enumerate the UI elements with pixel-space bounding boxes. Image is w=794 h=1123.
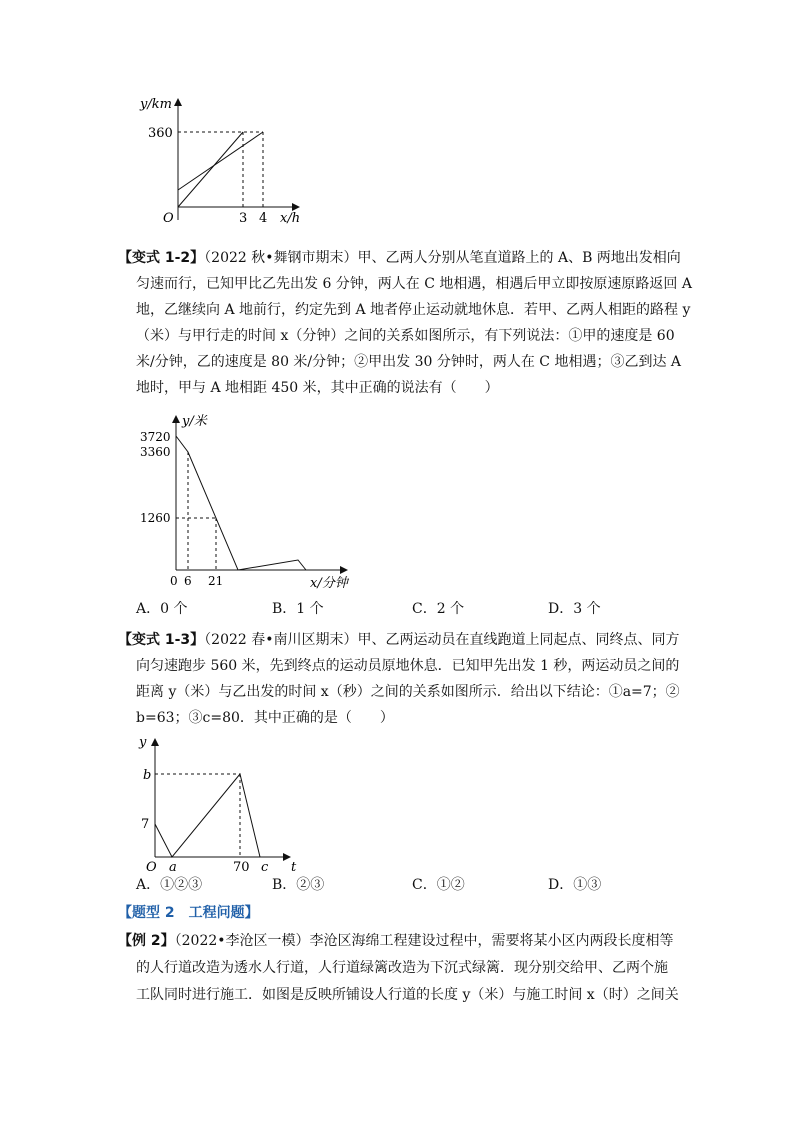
graph-1-3-tick-a: a — [169, 860, 177, 872]
graph-1-3-y-label: y — [139, 735, 147, 750]
graph-1-2-tick-3360: 3360 — [140, 445, 171, 459]
problem-1-3-option-a[interactable]: A．①②③ — [136, 877, 203, 893]
graph-1-x-label: x/h — [280, 211, 301, 226]
problem-1-2-line-5: 米/分钟，乙的速度是 80 米/分钟；②甲出发 30 分钟时，两人在 C 地相遇；③乙到达 A — [136, 354, 682, 370]
problem-1-3-line-3: 距离 y（米）与乙出发的时间 x（秒）之间的关系如图所示．给出以下结论：①a=7；② — [136, 684, 680, 700]
graph-1-2-x-label: x/分钟 — [310, 576, 348, 591]
problem-1-3-tag: 【变式 1-3】 — [118, 632, 205, 648]
problem-1-3-text-1: （2022 春•南川区期末）甲、乙两运动员在直线跑道上同起点、同终点、同方 — [204, 632, 680, 648]
example-2-line-3: 工队同时进行施工．如图是反映所铺设人行道的长度 y（米）与施工时间 x（时）之间关 — [136, 987, 679, 1003]
graph-1-line-a — [178, 132, 243, 207]
graph-1 — [130, 92, 320, 232]
example-2-line-1 — [118, 928, 674, 954]
example-2-tag: 【例 2】 — [118, 933, 175, 949]
graph-1-y-arrow — [174, 98, 182, 106]
problem-1-2-line-1 — [118, 245, 681, 271]
graph-1-3-x-label: t — [291, 860, 297, 872]
problem-1-3-line-2: 向匀速跑步 560 米，先到终点的运动员原地休息．已知甲先出发 1 秒，两运动员之间的 — [136, 658, 680, 674]
graph-1-2-curve — [176, 436, 306, 570]
problem-1-3-line-1 — [118, 627, 680, 653]
graph-1-x-arrow — [292, 203, 300, 211]
graph-1-2-tick-6: 6 — [184, 574, 192, 588]
problem-1-3-option-c[interactable]: C．①② — [412, 877, 465, 893]
graph-1-tick-360: 360 — [148, 126, 173, 141]
graph-1-3-tick-b: b — [143, 768, 152, 783]
problem-1-2-line-2: 匀速而行，已知甲比乙先出发 6 分钟，两人在 C 地相遇，相遇后甲立即按原速原路返回 A — [136, 276, 692, 292]
problem-1-2-line-3: 地，乙继续向 A 地前行，约定先到 A 地者停止运动就地休息．若甲、乙两人相距的路程 y — [136, 302, 691, 318]
graph-1-3-tick-c: c — [261, 860, 269, 872]
problem-1-3-option-d[interactable]: D．①③ — [548, 877, 602, 893]
problem-1-2-option-c[interactable]: C．2 个 — [412, 601, 465, 617]
graph-1-3 — [135, 732, 315, 872]
section-title: 【题型 2 工程问题】 — [118, 905, 259, 921]
example-2-text-1: （2022•李沧区一模）李沧区海绵工程建设过程中，需要将某小区内两段长度相等 — [174, 933, 674, 949]
graph-1-origin: O — [163, 211, 174, 226]
problem-1-3-line-4: b=63；③c=80．其中正确的是（ ） — [136, 710, 394, 726]
example-2-line-2: 的人行道改造为透水人行道，人行道绿篱改造为下沉式绿篱．现分别交给甲、乙两个施 — [136, 960, 668, 976]
graph-1-2-tick-0: 0 — [170, 574, 178, 588]
graph-1-2-tick-1260: 1260 — [140, 511, 171, 525]
problem-1-2-tag: 【变式 1-2】 — [118, 250, 205, 266]
problem-1-2-option-b[interactable]: B．1 个 — [272, 601, 324, 617]
graph-1-3-y-arrow — [151, 738, 159, 746]
graph-1-y-label: y/km — [140, 97, 172, 112]
problem-1-2-option-d[interactable]: D．3 个 — [548, 601, 601, 617]
graph-1-2-tick-3720: 3720 — [140, 430, 171, 444]
graph-1-2 — [138, 410, 368, 592]
graph-1-3-origin: O — [146, 860, 157, 872]
graph-1-tick-4: 4 — [259, 211, 268, 226]
graph-1-3-curve — [155, 774, 260, 857]
problem-1-3-option-b[interactable]: B．②③ — [272, 877, 325, 893]
graph-1-2-y-label: y/米 — [182, 414, 207, 429]
graph-1-2-x-arrow — [340, 566, 348, 574]
problem-1-2-option-a[interactable]: A．0 个 — [136, 601, 188, 617]
problem-1-2-text-1: （2022 秋•舞钢市期末）甲、乙两人分别从笔直道路上的 A、B 两地出发相向 — [204, 250, 681, 266]
graph-1-3-tick-70: 70 — [233, 860, 250, 872]
graph-1-line-b — [178, 132, 263, 190]
graph-1-tick-3: 3 — [239, 211, 248, 226]
graph-1-3-x-arrow — [283, 853, 291, 861]
problem-1-2-line-4: （米）与甲行走的时间 x（分钟）之间的关系如图所示，有下列说法：①甲的速度是 60 — [136, 328, 675, 344]
graph-1-2-y-arrow — [172, 415, 180, 423]
problem-1-2-line-6: 地时，甲与 A 地相距 450 米，其中正确的说法有（ ） — [136, 380, 499, 396]
graph-1-2-tick-21: 21 — [208, 574, 224, 588]
graph-1-3-tick-7: 7 — [141, 817, 150, 832]
